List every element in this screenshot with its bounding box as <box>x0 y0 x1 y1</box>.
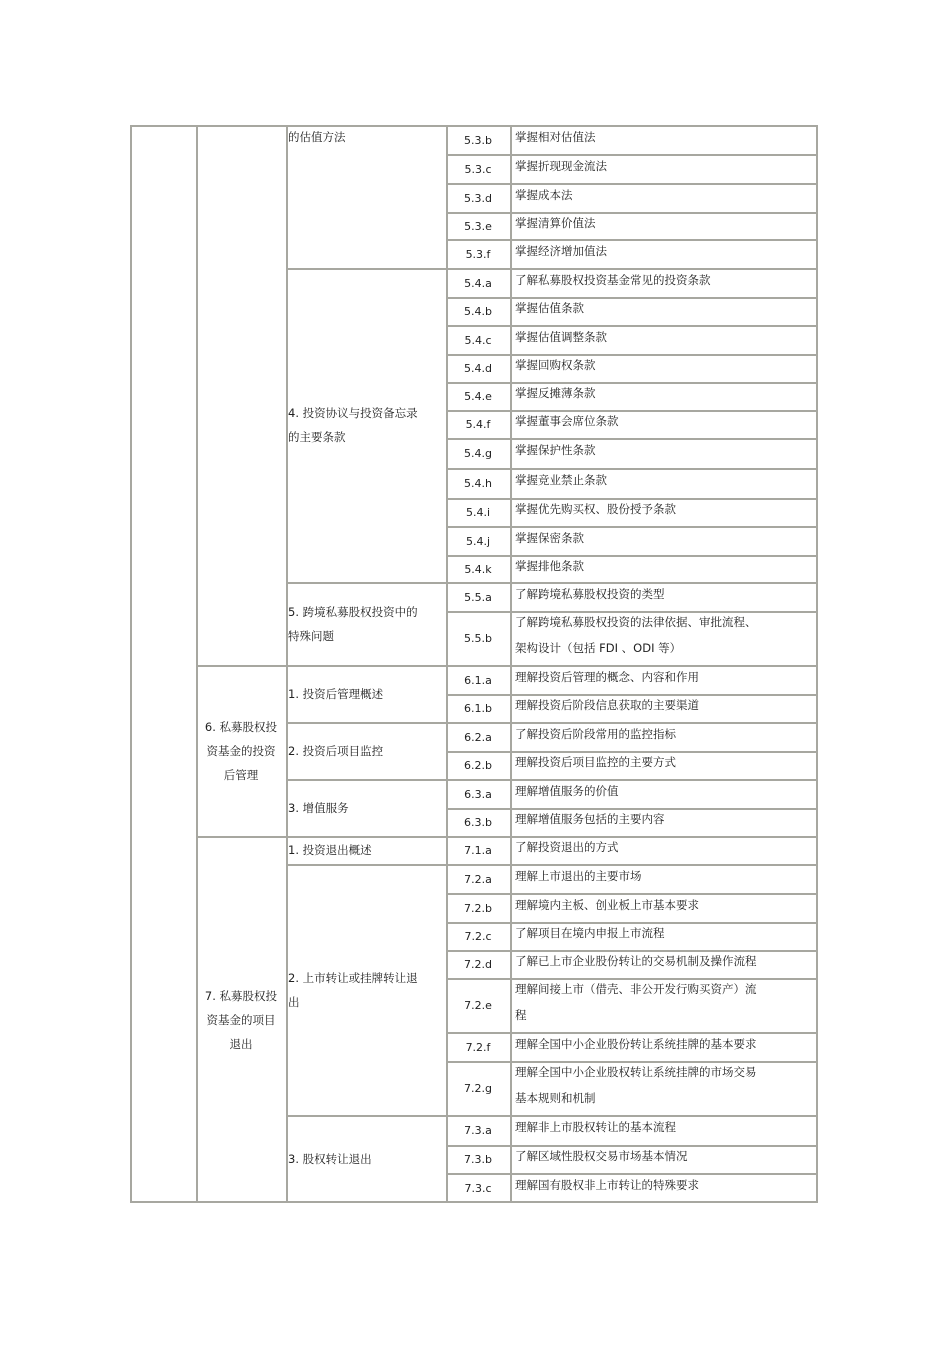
section-title: 退出 <box>229 1036 253 1051</box>
item-code: 7.2.d <box>464 958 492 971</box>
item-description: 掌握董事会席位条款 <box>515 414 619 428</box>
row-divider <box>446 354 818 356</box>
item-description: 基本规则和机制 <box>515 1091 596 1105</box>
item-code: 5.3.c <box>464 162 492 176</box>
topic-divider <box>286 665 446 667</box>
item-code: 5.4.i <box>465 506 491 519</box>
item-description: 理解间接上市（借壳、非公开发行购买资产）流 <box>515 982 757 996</box>
item-code: 6.2.b <box>464 759 492 772</box>
topic-label: 3. 股权转让退出 <box>288 1152 372 1166</box>
row-divider <box>446 183 818 185</box>
item-code: 5.4.k <box>464 562 492 576</box>
item-description: 掌握估值条款 <box>515 301 584 315</box>
topic-divider <box>286 864 446 866</box>
topic-label: 出 <box>288 994 300 1009</box>
section-title: 后管理 <box>223 767 259 782</box>
item-code: 6.1.a <box>464 673 492 687</box>
topic-divider <box>286 722 446 724</box>
item-description: 了解投资退出的方式 <box>515 840 619 854</box>
column-divider <box>816 125 818 1203</box>
item-description: 了解项目在境内申报上市流程 <box>515 926 665 940</box>
item-description: 掌握折现现金流法 <box>515 158 607 173</box>
item-code: 7.3.b <box>464 1153 492 1166</box>
item-description: 掌握估值调整条款 <box>515 329 607 344</box>
item-code: 7.2.b <box>464 901 492 915</box>
item-code: 5.4.c <box>464 333 492 347</box>
item-code: 7.1.a <box>464 844 492 857</box>
row-divider <box>446 468 818 470</box>
item-description: 理解全国中小企业股权转让系统挂牌的市场交易 <box>515 1065 757 1079</box>
item-code: 7.2.c <box>464 930 492 943</box>
item-description: 了解区域性股权交易市场基本情况 <box>515 1149 688 1163</box>
item-description: 掌握经济增加值法 <box>515 243 607 258</box>
item-code: 7.3.c <box>464 1182 492 1195</box>
item-description: 理解增值服务的价值 <box>515 783 619 798</box>
item-code: 6.3.b <box>464 816 492 829</box>
item-description: 理解非上市股权转让的基本流程 <box>515 1120 676 1134</box>
row-divider <box>446 297 818 299</box>
section-title: 资基金的项目 <box>206 1012 276 1027</box>
topic-label: 4. 投资协议与投资备忘录 <box>288 406 418 420</box>
item-code: 5.5.a <box>464 590 492 604</box>
item-description: 理解增值服务包括的主要内容 <box>515 812 665 826</box>
item-code: 5.4.h <box>464 477 492 490</box>
item-code: 7.3.a <box>464 1124 492 1137</box>
section-title: 6. 私募股权投 <box>204 719 278 734</box>
item-code: 7.2.a <box>464 872 492 886</box>
item-code: 5.3.f <box>465 247 491 261</box>
item-description: 掌握优先购买权、股份授予条款 <box>515 502 676 516</box>
section-divider <box>196 836 286 838</box>
item-code: 5.4.e <box>464 390 492 403</box>
column-divider <box>130 125 132 1203</box>
item-code: 6.3.a <box>464 787 492 801</box>
topic-label: 1. 投资退出概述 <box>288 843 372 857</box>
row-divider <box>446 325 818 327</box>
row-divider <box>446 526 818 528</box>
row-divider <box>446 154 818 156</box>
topic-label: 的主要条款 <box>288 430 346 444</box>
section-divider <box>196 665 286 667</box>
row-divider <box>446 779 818 781</box>
item-code: 6.2.a <box>464 730 492 744</box>
item-description: 理解国有股权非上市转让的特殊要求 <box>515 1178 699 1192</box>
item-description: 掌握反摊薄条款 <box>515 386 596 400</box>
topic-divider <box>286 582 446 584</box>
section-title: 资基金的投资 <box>206 743 276 758</box>
item-code: 5.5.b <box>464 632 492 645</box>
item-code: 6.1.b <box>464 702 492 715</box>
row-divider <box>446 836 818 838</box>
item-description: 理解投资后项目监控的主要方式 <box>515 755 676 769</box>
item-code: 5.3.e <box>464 219 492 233</box>
item-description: 掌握竞业禁止条款 <box>515 473 607 487</box>
item-code: 5.4.j <box>465 534 491 548</box>
item-code: 7.2.g <box>464 1082 492 1095</box>
topic-label: 3. 增值服务 <box>288 800 349 815</box>
item-description: 理解投资后阶段信息获取的主要渠道 <box>515 698 699 712</box>
item-description: 掌握清算价值法 <box>515 215 596 230</box>
table-top-border <box>130 125 818 127</box>
syllabus-table <box>130 125 818 1203</box>
item-description: 掌握成本法 <box>515 187 573 202</box>
item-description: 理解上市退出的主要市场 <box>515 868 642 883</box>
topic-divider <box>286 268 446 270</box>
item-code: 5.4.f <box>465 418 491 431</box>
item-description: 掌握相对估值法 <box>515 129 596 144</box>
item-description: 了解已上市企业股份转让的交易机制及操作流程 <box>515 954 757 968</box>
item-code: 5.4.a <box>464 276 492 290</box>
item-code: 7.2.e <box>464 999 492 1012</box>
topic-label: 2. 投资后项目监控 <box>288 743 384 758</box>
item-description: 掌握保护性条款 <box>515 443 596 457</box>
item-description: 掌握回购权条款 <box>515 358 596 372</box>
item-code: 5.4.g <box>464 447 492 460</box>
row-divider <box>446 382 818 384</box>
item-description: 了解跨境私募股权投资的类型 <box>515 586 665 601</box>
item-description: 程 <box>515 1008 527 1022</box>
topic-label: 5. 跨境私募股权投资中的 <box>288 604 418 619</box>
item-code: 5.3.d <box>464 191 492 205</box>
item-code: 5.3.b <box>464 133 492 147</box>
item-description: 架构设计（包括 FDI 、ODI 等） <box>515 641 682 655</box>
item-code: 7.2.f <box>465 1040 491 1054</box>
topic-label: 的估值方法 <box>288 130 346 144</box>
item-description: 理解投资后管理的概念、内容和作用 <box>515 669 699 684</box>
row-divider <box>446 410 818 412</box>
item-description: 理解全国中小企业股份转让系统挂牌的基本要求 <box>515 1036 757 1051</box>
item-description: 掌握排他条款 <box>515 558 584 573</box>
item-description: 了解投资后阶段常用的监控指标 <box>515 726 676 741</box>
table-bottom-border <box>130 1201 818 1203</box>
topic-label: 1. 投资后管理概述 <box>288 686 384 701</box>
item-code: 5.4.b <box>464 305 492 318</box>
item-description: 理解境内主板、创业板上市基本要求 <box>515 897 699 912</box>
item-code: 5.4.d <box>464 362 492 375</box>
topic-divider <box>286 1115 446 1117</box>
item-description: 了解私募股权投资基金常见的投资条款 <box>515 272 711 287</box>
item-description: 掌握保密条款 <box>515 530 584 545</box>
topic-divider <box>286 779 446 781</box>
topic-label: 2. 上市转让或挂牌转让退 <box>288 970 418 985</box>
column-divider <box>510 125 512 1203</box>
item-description: 了解跨境私募股权投资的法律依据、审批流程、 <box>515 615 757 629</box>
row-divider <box>446 438 818 440</box>
section-title: 7. 私募股权投 <box>204 988 278 1003</box>
column-divider <box>286 125 288 1203</box>
topic-label: 特殊问题 <box>288 628 334 643</box>
row-divider <box>446 239 818 241</box>
